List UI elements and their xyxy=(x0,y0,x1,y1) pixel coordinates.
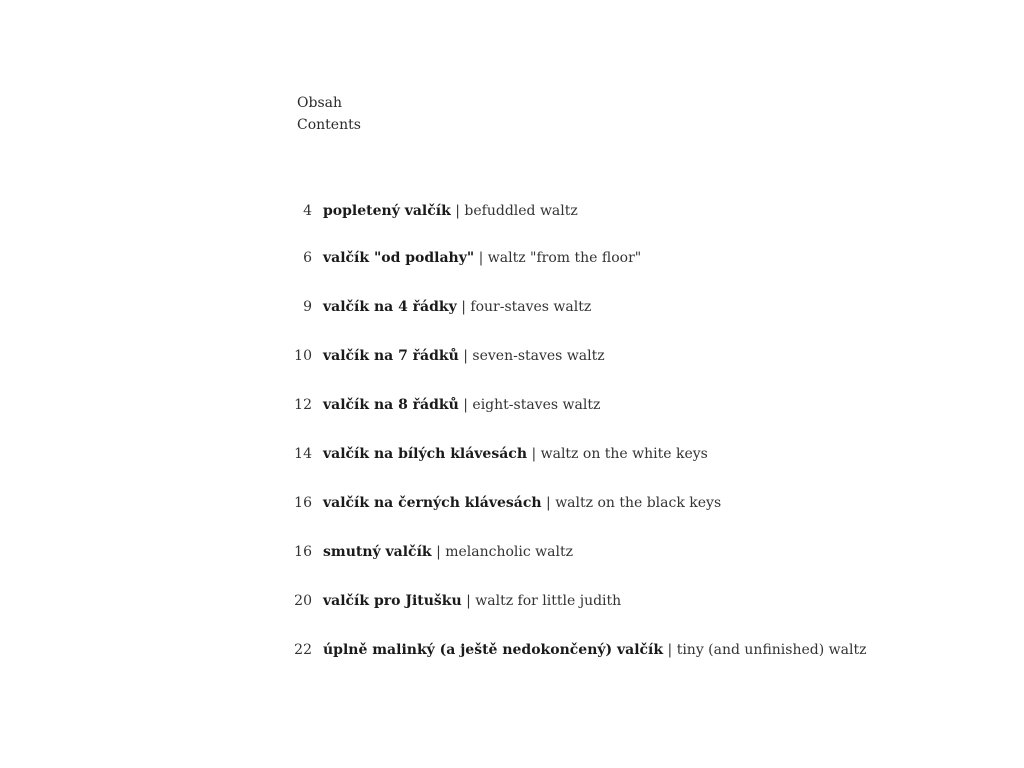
toc-page-number: 14 xyxy=(294,446,312,462)
toc-separator: | xyxy=(466,593,471,609)
toc-separator: | xyxy=(531,446,537,462)
toc-title-czech: smutný valčík xyxy=(323,544,432,560)
toc-separator: | xyxy=(478,250,484,266)
toc-page-number: 6 xyxy=(303,250,312,266)
toc-title-czech: valčík na bílých klávesách xyxy=(323,446,527,462)
toc-title-czech: valčík na 4 řádky xyxy=(323,299,457,315)
toc-separator: | xyxy=(455,203,460,219)
toc-page-number: 16 xyxy=(294,495,312,511)
toc-title-english: four-staves waltz xyxy=(470,299,592,315)
toc-separator: | xyxy=(436,544,441,560)
toc-separator: | xyxy=(461,299,466,315)
toc-entry[interactable] xyxy=(280,200,578,222)
toc-title-english: tiny (and unfinished) waltz xyxy=(676,642,867,658)
toc-title-english: waltz for little judith xyxy=(475,593,622,609)
toc-entry[interactable] xyxy=(280,590,621,612)
toc-entry[interactable] xyxy=(280,296,591,318)
toc-title-english: waltz on the white keys xyxy=(540,446,708,462)
toc-page-number: 16 xyxy=(294,544,312,560)
toc-page-number: 4 xyxy=(303,203,312,219)
toc-title-czech: valčík pro Jitušku xyxy=(323,593,462,609)
toc-page-number: 9 xyxy=(303,299,312,315)
toc-entry[interactable] xyxy=(280,492,721,514)
toc-title-english: eight-staves waltz xyxy=(472,397,601,413)
toc-entry[interactable] xyxy=(280,541,573,563)
heading-english: Contents xyxy=(297,117,361,133)
toc-title-english: melancholic waltz xyxy=(445,544,573,560)
toc-entry[interactable] xyxy=(280,247,641,269)
toc-title-czech: valčík na 7 řádků xyxy=(323,348,459,364)
toc-page-number: 22 xyxy=(294,642,312,658)
toc-entry[interactable] xyxy=(280,394,600,416)
toc-title-czech: valčík na černých klávesách xyxy=(323,495,542,511)
toc-title-czech: valčík "od podlahy" xyxy=(323,250,475,266)
toc-title-english: waltz "from the floor" xyxy=(487,250,642,266)
toc-title-czech: úplně malinký (a ještě nedokončený) valčík xyxy=(323,642,664,658)
toc-page-number: 10 xyxy=(294,348,312,364)
toc-page-number: 20 xyxy=(294,593,312,609)
toc-title-czech: valčík na 8 řádků xyxy=(323,397,459,413)
toc-page-number: 12 xyxy=(294,397,312,413)
toc-title-czech: popletený valčík xyxy=(323,203,451,219)
toc-separator: | xyxy=(463,397,468,413)
toc-separator: | xyxy=(463,348,468,364)
toc-entry[interactable] xyxy=(280,639,866,661)
toc-entry[interactable] xyxy=(280,345,605,367)
toc-separator: | xyxy=(667,642,673,658)
heading-czech: Obsah xyxy=(297,95,342,111)
toc-title-english: seven-staves waltz xyxy=(472,348,605,364)
toc-separator: | xyxy=(546,495,551,511)
toc-entry[interactable] xyxy=(280,443,708,465)
toc-title-english: waltz on the black keys xyxy=(555,495,722,511)
toc-title-english: befuddled waltz xyxy=(464,203,578,219)
